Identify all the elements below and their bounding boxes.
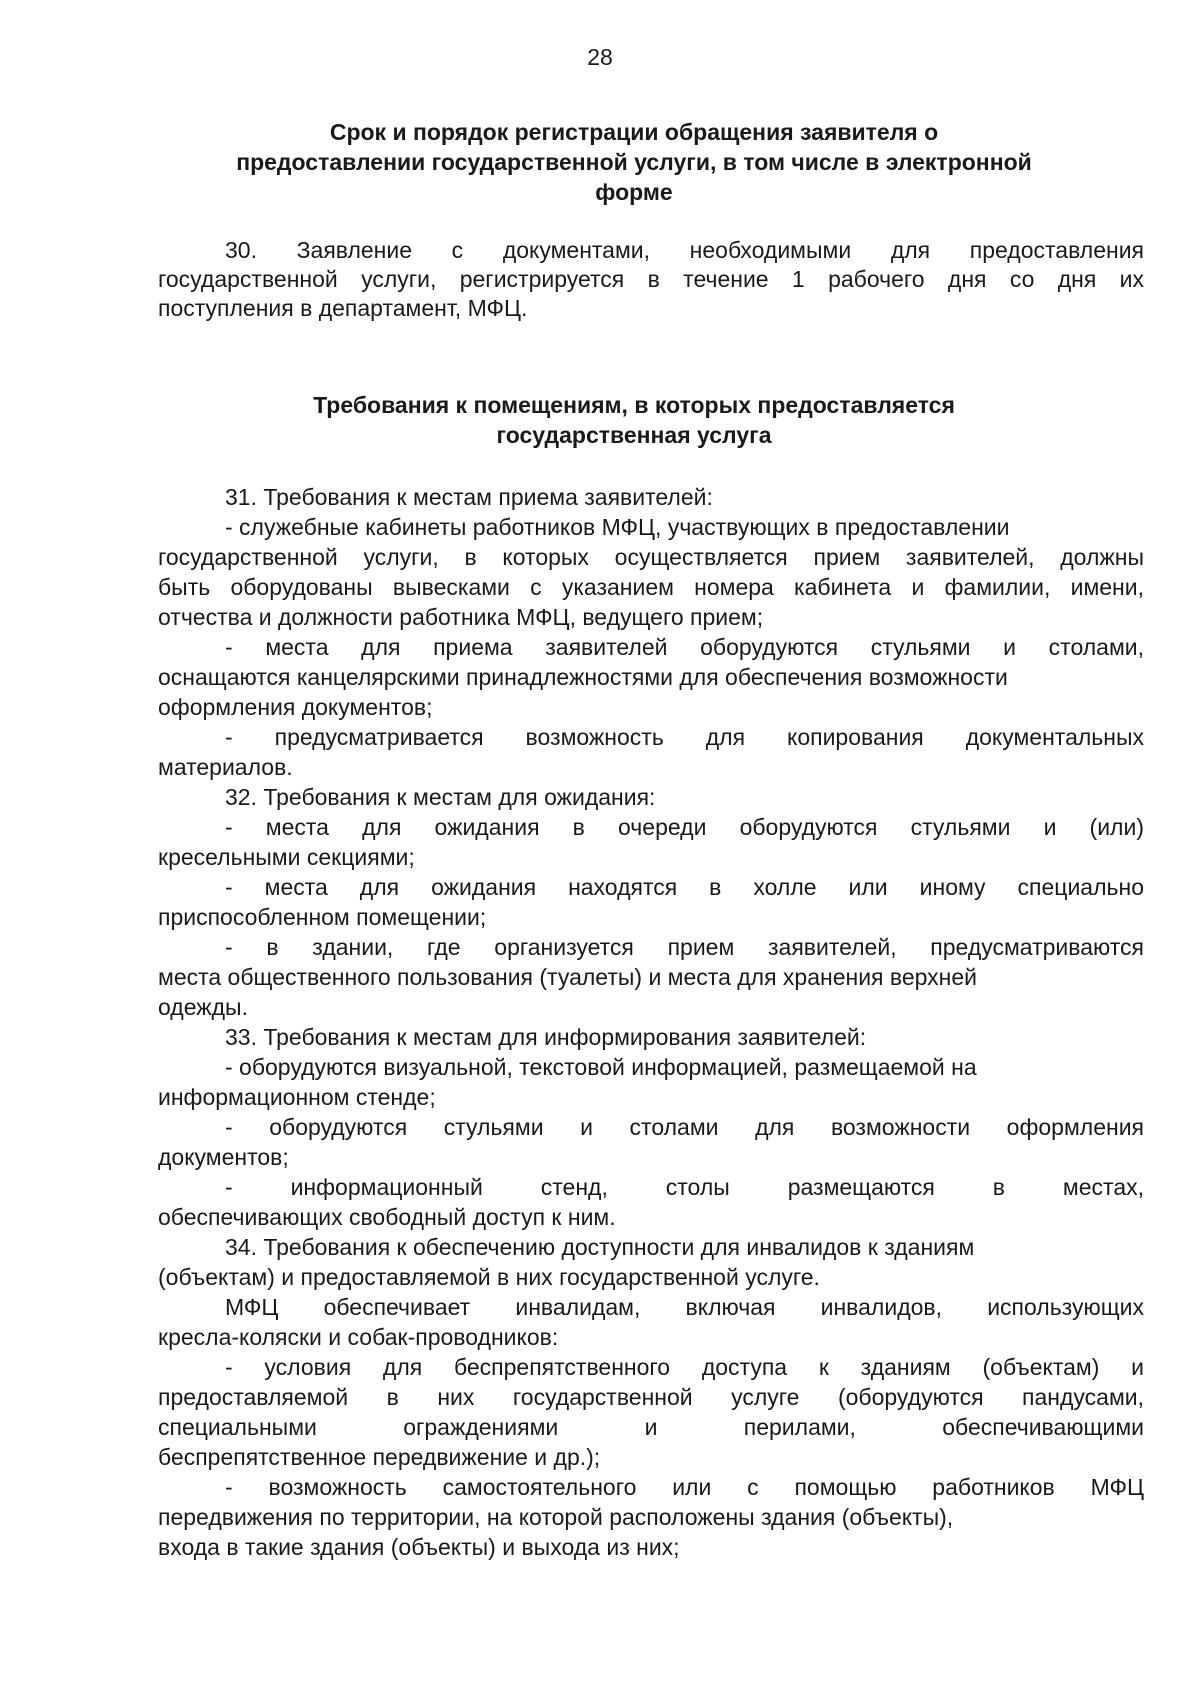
text-line: быть оборудованы вывесками с указанием номера кабинета и фамилии, имени, <box>158 574 1144 600</box>
heading-line: Срок и порядок регистрации обращения заявителя о <box>329 119 939 145</box>
text-line: государственной услуги, регистрируется в течение 1 рабочего дня со дня их <box>158 266 1144 292</box>
text-line: 34. Требования к обеспечению доступности для инвалидов к зданиям <box>225 1234 975 1260</box>
text-line: поступления в департамент, МФЦ. <box>158 295 528 321</box>
text-line: - условия для беспрепятственного доступа к зданиям (объектам) и <box>225 1354 1144 1380</box>
text-line: места общественного пользования (туалеты) и места для хранения верхней <box>158 964 978 990</box>
text-line: - служебные кабинеты работников МФЦ, участвующих в предоставлении <box>225 514 1010 540</box>
text-line: 33. Требования к местам для информирования заявителей: <box>225 1024 867 1050</box>
text-line: передвижения по территории, на которой расположены здания (объекты), <box>158 1504 954 1530</box>
text-line: МФЦ обеспечивает инвалидам, включая инвалидов, использующих <box>225 1294 1144 1320</box>
text-line: кресла-коляски и собак-проводников: <box>158 1324 559 1350</box>
text-line: обеспечивающих свободный доступ к ним. <box>158 1204 616 1230</box>
text-line: (объектам) и предоставляемой в них государственной услуге. <box>158 1264 820 1290</box>
text-line: материалов. <box>158 754 293 780</box>
text-line: 31. Требования к местам приема заявителей: <box>225 484 713 510</box>
text-line: предоставляемой в них государственной услуге (оборудуются пандусами, <box>158 1384 1144 1410</box>
text-line: 30. Заявление с документами, необходимыми для предоставления <box>225 237 1144 263</box>
text-line: информационном стенде; <box>158 1084 436 1110</box>
text-line: - информационный стенд, столы размещаются в местах, <box>225 1174 1144 1200</box>
text-line: - возможность самостоятельного или с помощью работников МФЦ <box>225 1474 1144 1500</box>
text-line: оснащаются канцелярскими принадлежностями для обеспечения возможности <box>158 664 1008 690</box>
text-line: кресельными секциями; <box>158 844 415 870</box>
text-line: документов; <box>158 1144 289 1170</box>
text-line: государственной услуги, в которых осуществляется прием заявителей, должны <box>158 544 1144 570</box>
page-number: 28 <box>587 44 613 70</box>
heading-line: государственная услуга <box>496 422 772 448</box>
text-line: - оборудуются визуальной, текстовой информацией, размещаемой на <box>225 1054 977 1080</box>
text-line: - места для ожидания находятся в холле или иному специально <box>225 874 1144 900</box>
heading-line: форме <box>595 179 673 205</box>
text-line: - предусматривается возможность для копирования документальных <box>225 724 1144 750</box>
section-heading-registration <box>150 117 1118 207</box>
text-line: одежды. <box>158 994 248 1020</box>
text-line: оформления документов; <box>158 694 433 720</box>
text-line: приспособленном помещении; <box>158 904 487 930</box>
text-line: входа в такие здания (объекты) и выхода из них; <box>158 1534 680 1560</box>
text-line: беспрепятственное передвижение и др.); <box>158 1444 601 1470</box>
text-line: специальными ограждениями и перилами, обеспечивающими <box>158 1414 1144 1440</box>
section-heading-premises <box>150 390 1118 450</box>
text-line: - места для ожидания в очереди оборудуются стульями и (или) <box>225 814 1144 840</box>
text-line: отчества и должности работника МФЦ, ведущего прием; <box>158 604 764 630</box>
text-line: - места для приема заявителей оборудуются стульями и столами, <box>225 634 1144 660</box>
text-line: - в здании, где организуется прием заявителей, предусматриваются <box>225 934 1144 960</box>
heading-line: предоставлении государственной услуги, в том числе в электронной <box>236 149 1032 175</box>
heading-line: Требования к помещениям, в которых предоставляется <box>313 392 955 418</box>
text-line: - оборудуются стульями и столами для возможности оформления <box>225 1114 1144 1140</box>
text-line: 32. Требования к местам для ожидания: <box>225 784 656 810</box>
